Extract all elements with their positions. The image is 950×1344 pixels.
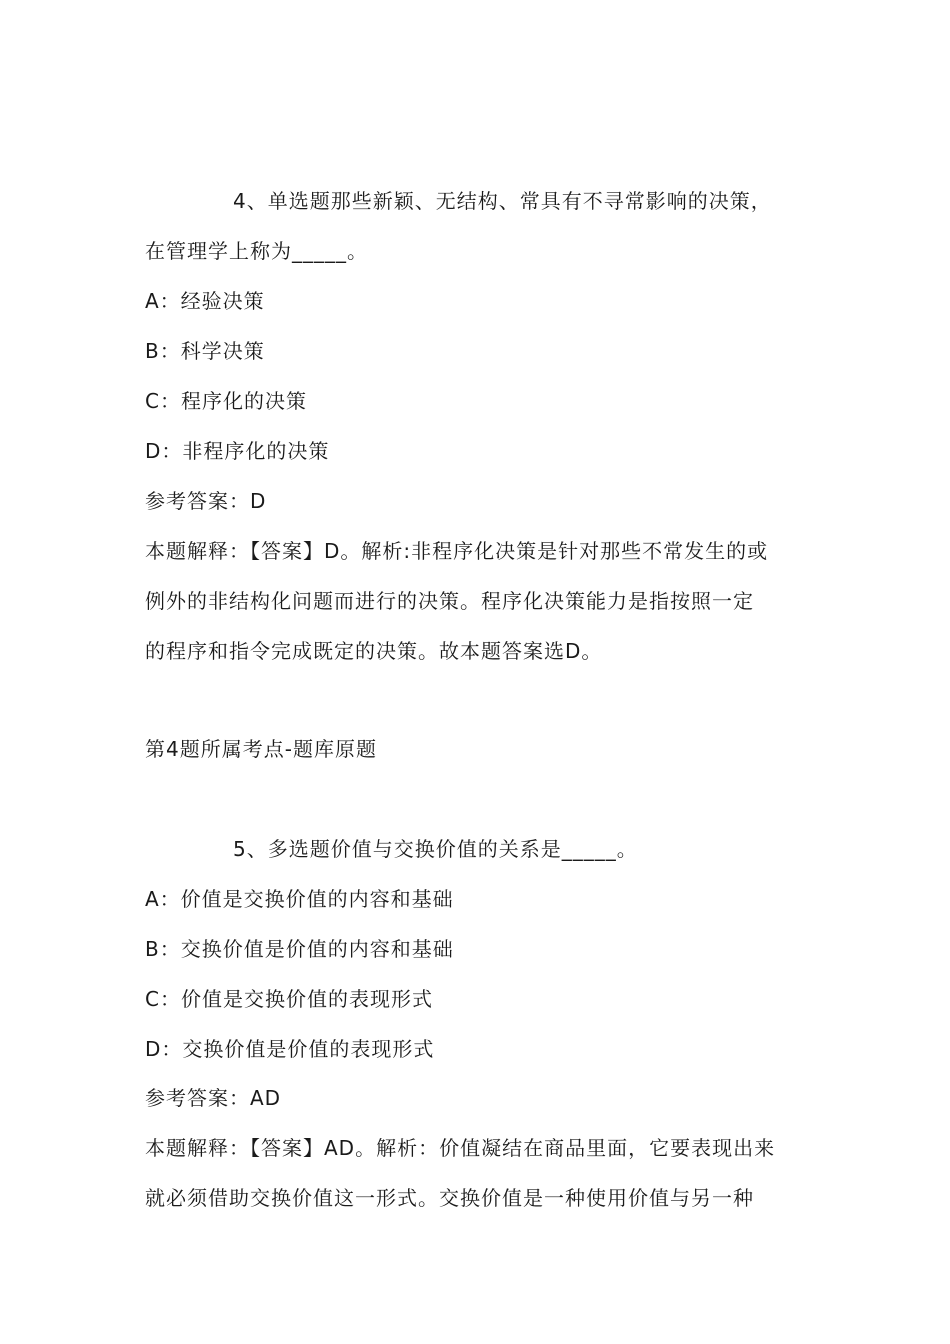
q4-stem-line2: 在管理学上称为_____。 — [145, 239, 368, 263]
q4-stem-line1: 4、单选题那些新颖、无结构、常具有不寻常影响的决策， — [233, 189, 772, 213]
q4-explanation-line3: 的程序和指令完成既定的决策。故本题答案选D。 — [145, 639, 603, 663]
q4-option-a: A：经验决策 — [145, 289, 265, 313]
q4-option-d: D：非程序化的决策 — [145, 439, 330, 463]
q5-explanation-line2: 就必须借助交换价值这一形式。交换价值是一种使用价值与另一种 — [145, 1186, 754, 1210]
q4-topic: 第4题所属考点-题库原题 — [145, 737, 377, 761]
q5-option-b: B：交换价值是价值的内容和基础 — [145, 937, 454, 961]
q4-explanation-line1: 本题解释：【答案】D。解析:非程序化决策是针对那些不常发生的或 — [145, 539, 769, 563]
q5-answer: 参考答案：AD — [145, 1086, 282, 1110]
q5-option-d: D：交换价值是价值的表现形式 — [145, 1037, 435, 1061]
q4-option-c: C：程序化的决策 — [145, 389, 307, 413]
q4-answer: 参考答案：D — [145, 489, 267, 513]
q5-stem-line1: 5、多选题价值与交换价值的关系是_____。 — [233, 837, 638, 861]
q5-explanation-line1: 本题解释：【答案】AD。解析：价值凝结在商品里面，它要表现出来 — [145, 1136, 776, 1160]
q5-option-c: C：价值是交换价值的表现形式 — [145, 987, 433, 1011]
q5-option-a: A：价值是交换价值的内容和基础 — [145, 887, 454, 911]
q4-explanation-line2: 例外的非结构化问题而进行的决策。程序化决策能力是指按照一定 — [145, 589, 754, 613]
q4-option-b: B：科学决策 — [145, 339, 265, 363]
